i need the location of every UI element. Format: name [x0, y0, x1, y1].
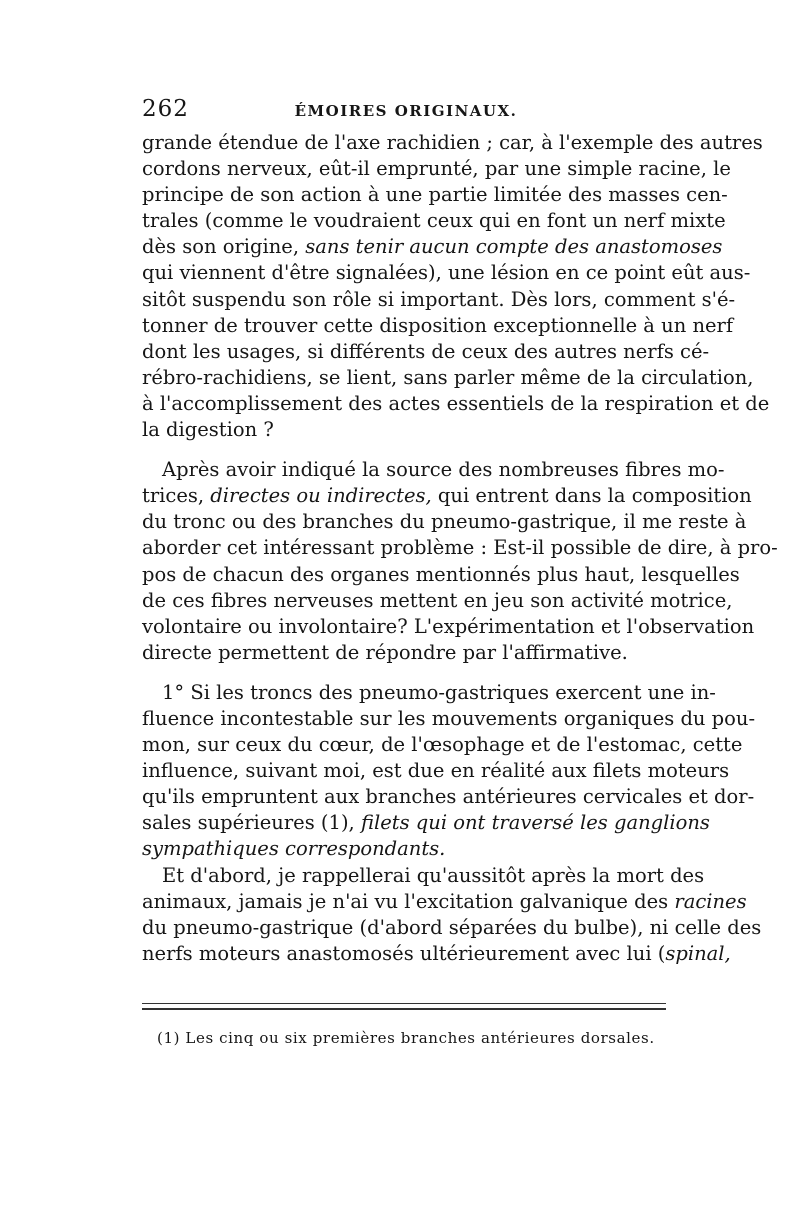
- text-line: directe permettent de répondre par l'affirmative.: [142, 640, 628, 664]
- italic-text: spinal,: [665, 941, 731, 965]
- text-line: tonner de trouver cette disposition exceptionnelle à un nerf: [142, 313, 734, 337]
- text-line: qu'ils empruntent aux branches antérieures cervicales et dor-: [142, 785, 755, 809]
- text-line: [142, 889, 747, 915]
- text-segment: nerfs moteurs anastomosés ultérieurement avec lui (: [142, 941, 666, 965]
- text-line: du tronc ou des branches du pneumo-gastrique, il me reste à: [142, 510, 747, 534]
- text-line: cordons nerveux, eût-il emprunté, par une simple racine, le: [142, 157, 731, 181]
- text-line: [142, 836, 664, 862]
- text-line: rébro-rachidiens, se lient, sans parler même de la circulation,: [142, 365, 754, 389]
- body-text: [142, 130, 778, 967]
- text-line: 1° Si les troncs des pneumo-gastriques exercent une in-: [162, 680, 716, 704]
- text-line: du pneumo-gastrique (d'abord séparées du bulbe), ni celle des: [142, 915, 762, 939]
- text-line: [142, 941, 731, 967]
- text-line: de ces fibres nerveuses mettent en jeu son activité motrice,: [142, 588, 733, 612]
- text-line: mon, sur ceux du cœur, de l'œsophage et de l'estomac, cette: [142, 733, 743, 757]
- text-line: qui viennent d'être signalées), une lésion en ce point eût aus-: [142, 261, 751, 285]
- text-line: pos de chacun des organes mentionnés plus haut, lesquelles: [142, 562, 740, 586]
- italic-text: sans tenir aucun compte des anastomoses: [299, 235, 723, 259]
- italic-text: directes ou indirectes,: [210, 484, 432, 508]
- text-line: influence, suivant moi, est due en réalité aux filets moteurs: [142, 759, 730, 783]
- running-title: ÉMOIRES ORIGINAUX.: [294, 102, 518, 120]
- text-line: [142, 234, 723, 260]
- italic-text: sympathiques correspondants.: [142, 837, 446, 861]
- text-line: fluence incontestable sur les mouvements organiques du pou-: [142, 706, 756, 730]
- text-segment: trices,: [142, 484, 211, 508]
- text-line: dont les usages, si différents de ceux des autres nerfs cé-: [142, 339, 710, 363]
- text-segment: dès son origine,: [142, 235, 300, 259]
- footnote-rule-double: [142, 1008, 666, 1010]
- text-line: [142, 810, 710, 836]
- text-segment: animaux, jamais je n'ai vu l'excitation galvanique des: [142, 889, 675, 913]
- italic-text: filets qui ont traversé les ganglions: [360, 811, 710, 835]
- text-segment: qui entrent dans la composition: [431, 484, 752, 508]
- text-segment: sales supérieures (1),: [142, 811, 361, 835]
- text-line: principe de son action à une partie limitée des masses cen-: [142, 183, 728, 207]
- footnote: (1) Les cinq ou six premières branches antérieures dorsales.: [157, 1029, 655, 1047]
- paragraph-gap: [142, 443, 664, 457]
- text-line: aborder cet intéressant problème : Est-il possible de dire, à pro-: [142, 536, 778, 560]
- page-number: 262: [142, 96, 189, 122]
- paragraph-gap: [142, 666, 664, 680]
- text-line: la digestion ?: [142, 418, 274, 442]
- text-line: à l'accomplissement des actes essentiels de la respiration et de: [142, 391, 770, 415]
- text-line: trales (comme le voudraient ceux qui en font un nerf mixte: [142, 209, 726, 233]
- text-line: grande étendue de l'axe rachidien ; car, à l'exemple des autres: [142, 131, 763, 154]
- text-line: sitôt suspendu son rôle si important. Dès lors, comment s'é-: [142, 287, 736, 311]
- page-header: [142, 96, 670, 126]
- text-line: Après avoir indiqué la source des nombreuses fibres mo-: [162, 458, 725, 482]
- text-line: volontaire ou involontaire? L'expérimentation et l'observation: [142, 614, 755, 638]
- footnote-rule: [142, 1003, 666, 1004]
- italic-text: racines: [674, 889, 747, 913]
- text-line: Et d'abord, je rappellerai qu'aussitôt après la mort des: [162, 863, 705, 887]
- text-line: [142, 483, 752, 509]
